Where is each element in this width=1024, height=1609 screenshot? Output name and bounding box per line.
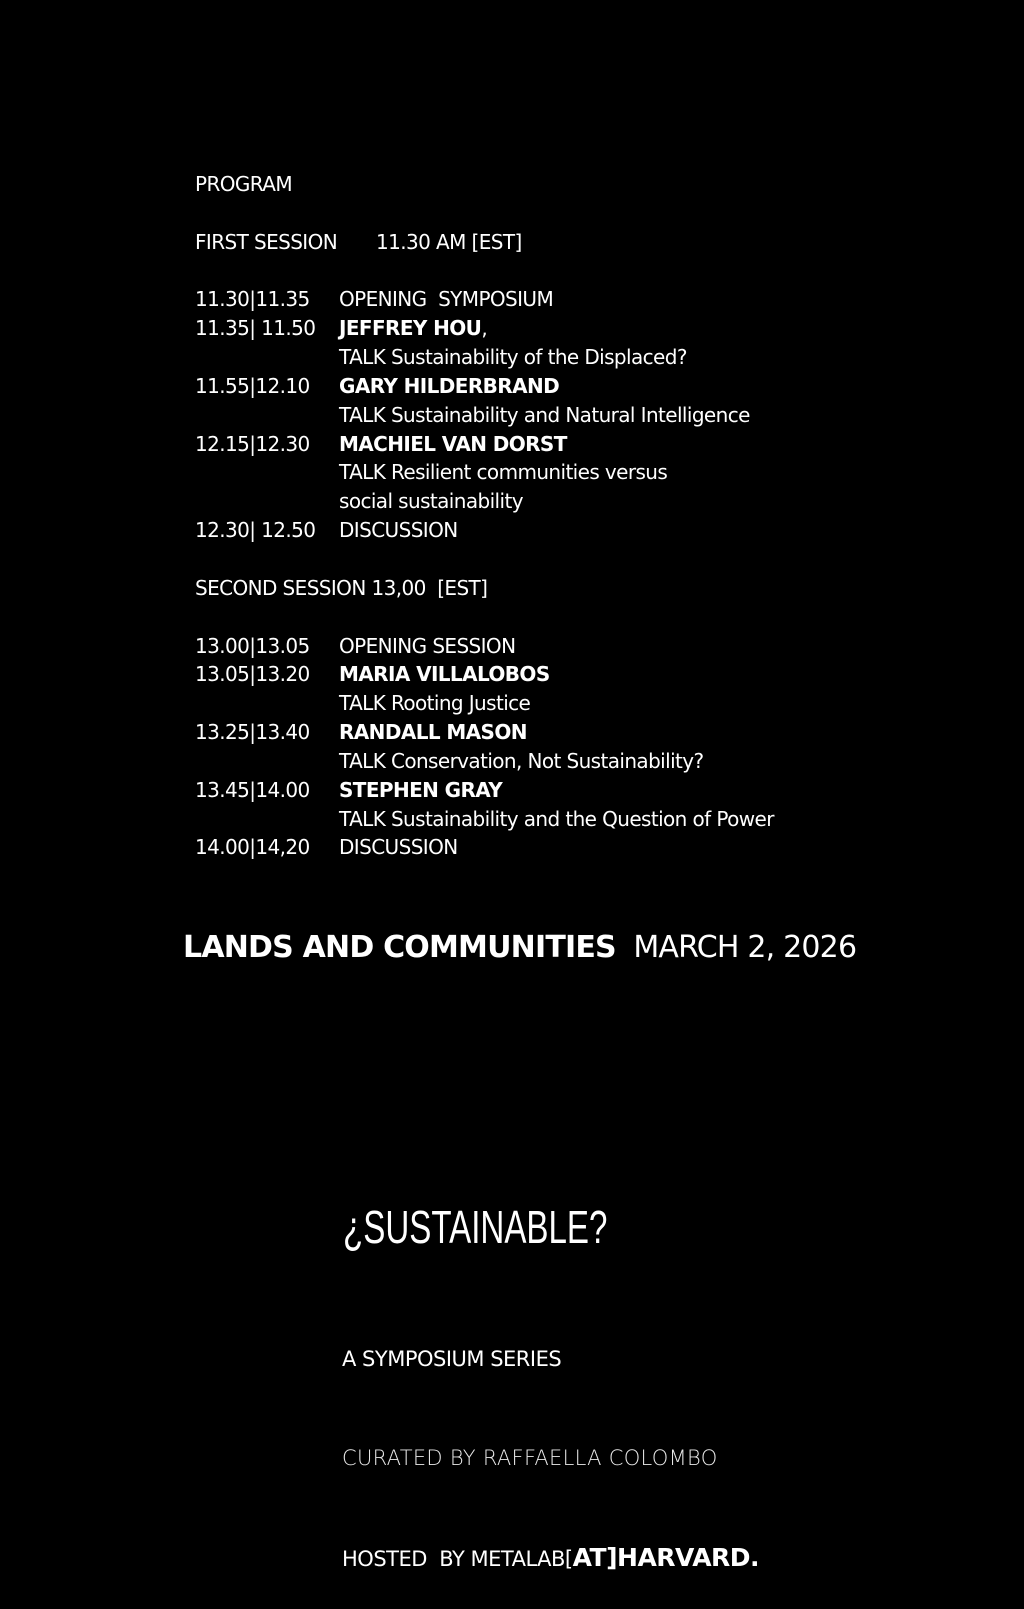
talk-title: TALK Sustainability and the Question of Power	[339, 806, 774, 831]
talk-title: TALK Sustainability of the Displaced?	[339, 345, 687, 370]
row-time: 12.15|12.30	[195, 431, 310, 456]
host-name: AT]HARVARD.	[572, 1543, 760, 1572]
series-subtitle: A SYMPOSIUM SERIES	[342, 1347, 562, 1371]
schedule-row	[195, 660, 550, 689]
speaker-name: STEPHEN GRAY	[339, 777, 503, 802]
curator: CURATED BY RAFFAELLA COLOMBO	[342, 1446, 718, 1470]
row-title: OPENING SESSION	[339, 633, 516, 658]
row-time: 11.35| 11.50	[195, 316, 316, 341]
row-time: 12.30| 12.50	[195, 518, 316, 543]
speaker-name: JEFFREY HOU	[339, 316, 482, 341]
event-title	[183, 930, 856, 965]
host-prefix: HOSTED BY METALAB[	[342, 1547, 573, 1571]
row-time: 11.55|12.10	[195, 373, 310, 398]
program	[195, 170, 774, 862]
row-time: 13.45|14.00	[195, 777, 310, 802]
schedule-row	[195, 314, 487, 343]
punctuation: ,	[481, 316, 488, 341]
session-label: FIRST SESSION	[195, 229, 338, 254]
speaker-name: RANDALL MASON	[339, 720, 527, 745]
speaker-name: MARIA VILLALOBOS	[339, 662, 550, 687]
schedule-row	[195, 718, 527, 747]
schedule-row	[195, 285, 554, 314]
talk-title: TALK Conservation, Not Sustainability?	[339, 748, 704, 773]
speaker-name: GARY HILDERBRAND	[339, 373, 560, 398]
row-time: 11.30|11.35	[195, 287, 310, 312]
session-time: 11.30 AM [EST]	[376, 229, 522, 254]
second-session-header: SECOND SESSION 13,00 [EST]	[195, 575, 488, 600]
credits	[342, 1277, 759, 1609]
schedule-row	[195, 632, 516, 661]
talk-title: TALK Rooting Justice	[339, 691, 531, 716]
row-time: 13.25|13.40	[195, 720, 310, 745]
schedule-row	[195, 516, 487, 545]
row-time: 14.00|14,20	[195, 835, 310, 860]
row-title: DISCUSSION	[339, 518, 458, 543]
row-title: OPENING SYMPOSIUM	[339, 287, 554, 312]
program-heading: PROGRAM	[195, 172, 293, 196]
schedule-row	[195, 776, 503, 805]
talk-title: TALK Resilient communities versus	[339, 460, 668, 485]
talk-title-cont: social sustainability	[339, 489, 523, 514]
event-name: LANDS AND COMMUNITIES	[183, 930, 616, 965]
first-session-header	[195, 228, 522, 257]
row-time: 13.05|13.20	[195, 662, 310, 687]
speaker-name: MACHIEL VAN DORST	[339, 431, 567, 456]
row-time: 13.00|13.05	[195, 633, 310, 658]
talk-title: TALK Sustainability and Natural Intelligence	[339, 402, 750, 427]
host	[342, 1541, 759, 1576]
schedule-row	[195, 833, 487, 862]
row-title: DISCUSSION	[339, 835, 458, 860]
schedule-row	[195, 430, 567, 459]
series-logo: ¿SUSTAINABLE?	[343, 1201, 608, 1253]
event-date: MARCH 2, 2026	[633, 930, 857, 965]
schedule-row	[195, 372, 560, 401]
